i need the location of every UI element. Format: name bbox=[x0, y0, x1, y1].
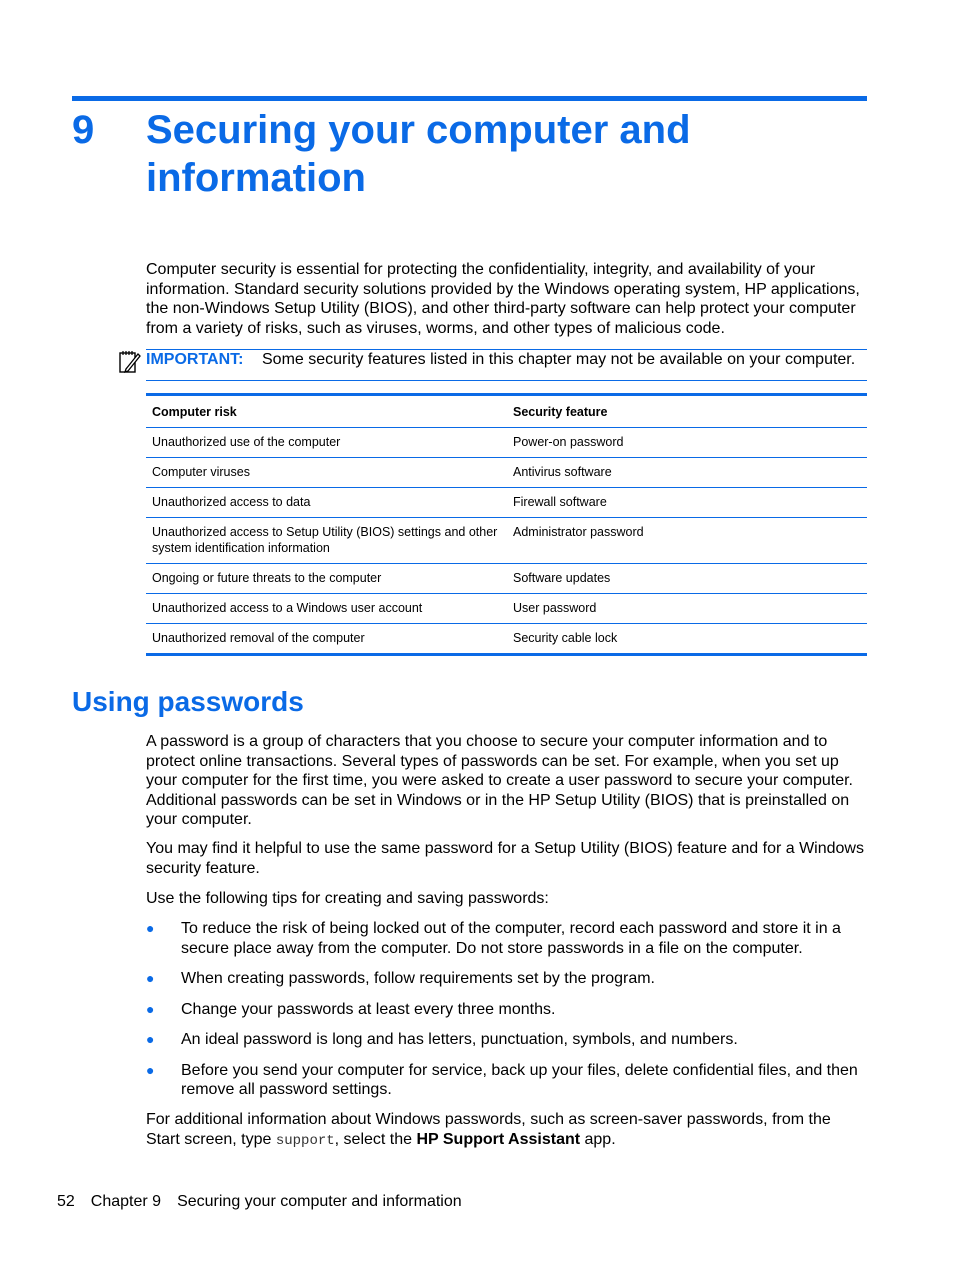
support-code-text: support bbox=[275, 1132, 335, 1149]
risk-cell: Unauthorized use of the computer bbox=[152, 435, 341, 449]
table-row bbox=[146, 458, 867, 488]
page-footer bbox=[57, 1192, 478, 1212]
risk-cell: Unauthorized access to Setup Utility (BIOS) settings and other system identification information bbox=[152, 525, 498, 555]
list-item bbox=[146, 1061, 868, 1100]
table-row bbox=[146, 488, 867, 518]
passwords-paragraph-2: You may find it helpful to use the same password for a Setup Utility (BIOS) feature and for a Windows security feature. bbox=[146, 840, 864, 877]
risk-cell: Ongoing or future threats to the computer bbox=[152, 571, 382, 585]
hp-support-assistant-name: HP Support Assistant bbox=[416, 1130, 581, 1148]
header-security-feature: Security feature bbox=[513, 404, 608, 419]
table-row bbox=[146, 594, 867, 624]
bullet-icon: ● bbox=[146, 970, 155, 986]
feature-cell: Firewall software bbox=[513, 495, 607, 509]
table-row bbox=[146, 624, 867, 655]
list-item-text: Change your passwords at least every three months. bbox=[181, 1000, 556, 1018]
passwords-paragraph-4 bbox=[146, 1110, 868, 1151]
risk-cell: Unauthorized access to a Windows user account bbox=[152, 601, 423, 615]
feature-cell: Antivirus software bbox=[513, 465, 612, 479]
para4-text-before: For additional information about Windows passwords, such as screen-saver passwords, from the Start screen, type bbox=[146, 1111, 831, 1148]
feature-cell: Power-on password bbox=[513, 435, 624, 449]
table-header-row bbox=[146, 395, 867, 428]
footer-chapter-label: Chapter 9 bbox=[90, 1193, 162, 1210]
header-computer-risk: Computer risk bbox=[152, 404, 237, 419]
risk-cell: Computer viruses bbox=[152, 465, 250, 479]
security-risk-table bbox=[146, 393, 867, 656]
table-row bbox=[146, 564, 867, 594]
bullet-icon: ● bbox=[146, 920, 155, 936]
list-item bbox=[146, 919, 868, 958]
section-title: Using passwords bbox=[72, 686, 304, 717]
footer-chapter-title: Securing your computer and information bbox=[177, 1193, 462, 1210]
bullet-icon: ● bbox=[146, 1000, 155, 1017]
feature-cell: Security cable lock bbox=[513, 631, 618, 645]
chapter-top-rule bbox=[72, 96, 867, 101]
risk-cell: Unauthorized removal of the computer bbox=[152, 631, 365, 645]
feature-cell: User password bbox=[513, 601, 597, 615]
list-item-text: When creating passwords, follow requirements set by the program. bbox=[181, 970, 655, 987]
list-item-text: To reduce the risk of being locked out of the computer, record each password and store it in a secure place away from the computer. Do not store passwords in a file on the computer. bbox=[181, 920, 841, 957]
chapter-number: 9 bbox=[72, 108, 95, 152]
passwords-paragraph-3: Use the following tips for creating and saving passwords: bbox=[146, 890, 549, 907]
bullet-icon: ● bbox=[146, 1061, 155, 1078]
para4-text-middle: , select the bbox=[334, 1130, 417, 1148]
feature-cell: Administrator password bbox=[513, 525, 644, 539]
important-text: Some security features listed in this chapter may not be available on your computer. bbox=[262, 351, 856, 368]
table-row bbox=[146, 518, 867, 564]
risk-cell: Unauthorized access to data bbox=[152, 495, 311, 509]
passwords-paragraph-1: A password is a group of characters that you choose to secure your computer information and to protect online transactions. Several types of passwords can be set. For example, when you set up your computer for the first time, you were asked to create a user password to secure your computer. Additional passwords can be set in Windows or in the HP Setup Utility (BIOS) that is preinstalled on your computer. bbox=[146, 733, 853, 828]
feature-cell: Software updates bbox=[513, 571, 611, 585]
important-label: IMPORTANT: bbox=[146, 351, 244, 368]
bullet-icon: ● bbox=[146, 1031, 155, 1047]
para4-text-after: app. bbox=[580, 1130, 616, 1148]
list-item bbox=[146, 969, 868, 989]
intro-paragraph: Computer security is essential for protecting the confidentiality, integrity, and availability of your information. Standard security solutions provided by the Windows operating system, HP applications, the non-Windows Setup Utility (BIOS), and other third-party software can help protect your computer from a variety of risks, such as viruses, worms, and other types of malicious code. bbox=[146, 261, 860, 337]
list-item-text: An ideal password is long and has letters, punctuation, symbols, and numbers. bbox=[181, 1031, 738, 1048]
table-row bbox=[146, 428, 867, 458]
chapter-title: Securing your computer and information bbox=[146, 108, 691, 200]
password-tips-list bbox=[146, 919, 868, 1111]
list-item bbox=[146, 1000, 868, 1020]
note-pencil-icon bbox=[118, 349, 142, 375]
page-number: 52 bbox=[57, 1193, 75, 1210]
list-item bbox=[146, 1030, 868, 1050]
list-item-text: Before you send your computer for service, back up your files, delete confidential files, and then remove all password settings. bbox=[181, 1061, 858, 1098]
